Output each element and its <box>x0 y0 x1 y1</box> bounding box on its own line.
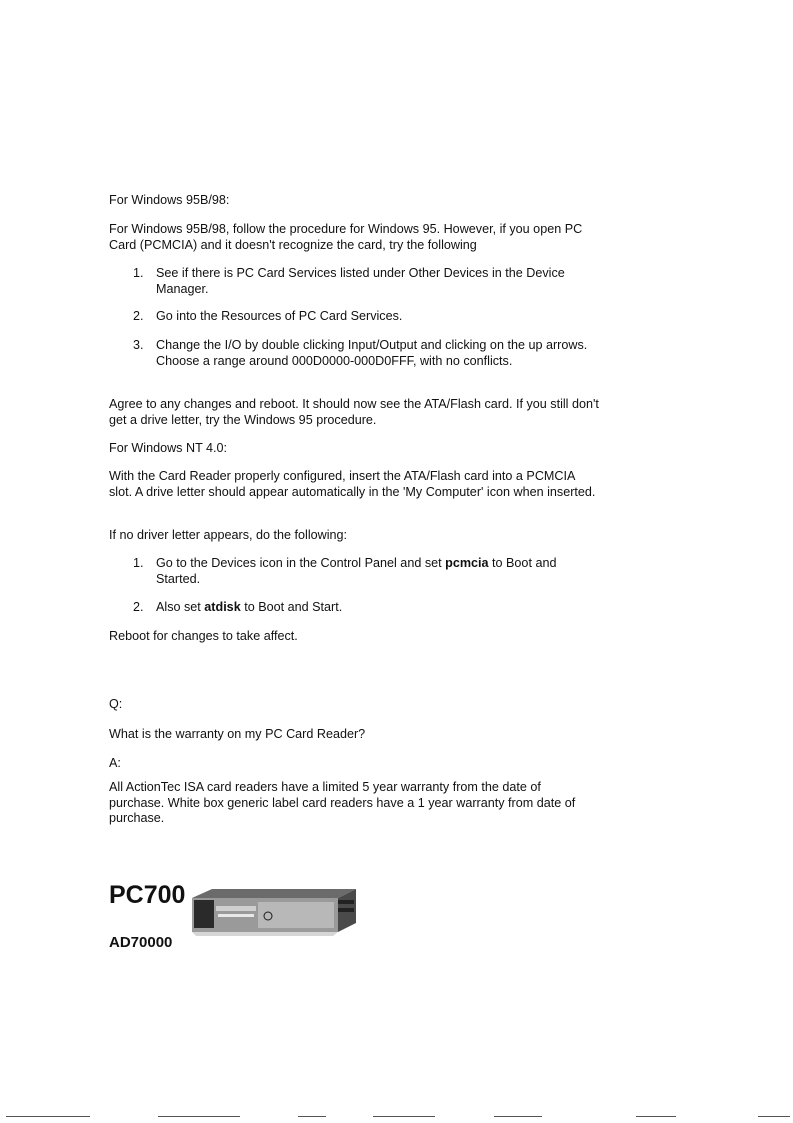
step-number: 2. <box>133 600 144 614</box>
product-model: PC700 <box>109 881 186 909</box>
step-text: Also set atdisk to Boot and Start. <box>156 600 343 614</box>
nt4-intro: With the Card Reader properly configured, insert the ATA/Flash card into a PCMCIA slot. A drive letter should appear automatically in the 'My Computer' icon when inserted. <box>109 469 596 499</box>
question-text: What is the warranty on my PC Card Reader? <box>109 727 366 741</box>
answer-text: All ActionTec ISA card readers have a limited 5 year warranty from the date of purchase. White box generic label card readers have a 1 year warranty from date of purchase. <box>109 780 576 825</box>
product-sku: AD70000 <box>109 934 173 951</box>
card-reader-device-image <box>188 886 360 938</box>
step-text: See if there is PC Card Services listed under Other Devices in the Device Manager. <box>156 266 565 296</box>
win98-intro: For Windows 95B/98, follow the procedure for Windows 95. However, if you open PC Card (PCMCIA) and it doesn't recognize the card, try the following <box>109 222 583 252</box>
step-text: Change the I/O by double clicking Input/Output and clicking on the up arrows. Choose a range around 000D0000-000D0FFF, with no conflicts. <box>156 338 588 368</box>
step-text: Go to the Devices icon in the Control Panel and set pcmcia to Boot and Started. <box>156 556 557 586</box>
keyword-pcmcia: pcmcia <box>445 556 489 570</box>
step-number: 2. <box>133 309 144 323</box>
question-label: Q: <box>109 697 123 711</box>
nt4-no-letter: If no driver letter appears, do the following: <box>109 528 348 542</box>
keyword-atdisk: atdisk <box>204 600 241 614</box>
win98-outro: Agree to any changes and reboot. It should now see the ATA/Flash card. If you still don't get a drive letter, try the Windows 95 procedure. <box>109 397 599 427</box>
win98-heading: For Windows 95B/98: <box>109 193 230 207</box>
nt4-heading: For Windows NT 4.0: <box>109 441 228 455</box>
step-text: Go into the Resources of PC Card Services. <box>156 309 403 323</box>
step-number: 3. <box>133 338 144 352</box>
nt4-outro: Reboot for changes to take affect. <box>109 629 298 643</box>
step-number: 1. <box>133 266 144 280</box>
step-number: 1. <box>133 556 144 570</box>
answer-label: A: <box>109 756 121 770</box>
